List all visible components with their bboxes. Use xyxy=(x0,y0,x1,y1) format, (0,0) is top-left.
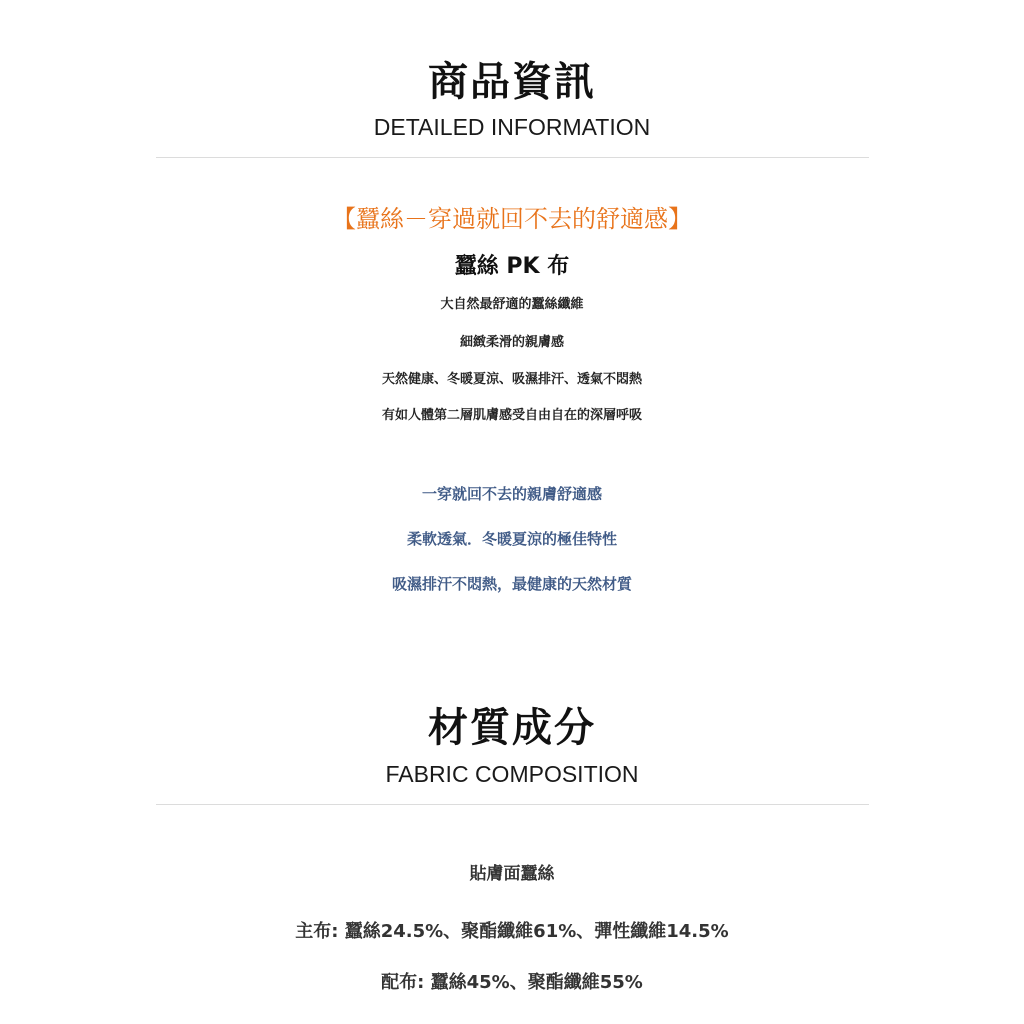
fabric-composition-subtitle-en: FABRIC COMPOSITION xyxy=(385,761,639,787)
fabric-subtitle: 蠶絲 PK 布 xyxy=(454,254,570,279)
product-info-title: 商品資訊 xyxy=(428,59,596,105)
silk-tagline: 【蠶絲－穿過就回不去的舒適感】 xyxy=(332,205,692,233)
fabric-contact-label: 貼膚面蠶絲 xyxy=(469,864,555,884)
feature-line-3: 天然健康、冬暖夏涼、吸濕排汗、透氣不悶熱 xyxy=(381,372,642,387)
main-fabric-composition: 主布: 蠶絲24.5%、聚酯纖維61%、彈性纖維14.5% xyxy=(295,921,729,942)
fabric-composition-title: 材質成分 xyxy=(428,705,596,751)
feature-line-4: 有如人體第二層肌膚感受自由自在的深層呼吸 xyxy=(381,408,642,423)
fabric-composition-divider xyxy=(156,804,869,805)
product-info-subtitle-en: DETAILED INFORMATION xyxy=(373,114,651,140)
lining-fabric-composition: 配布: 蠶絲45%、聚酯纖維55% xyxy=(381,972,643,993)
highlight-line-2: 柔軟透氣．冬暖夏涼的極佳特性 xyxy=(406,530,617,548)
highlight-line-3: 吸濕排汗不悶熱，最健康的天然材質 xyxy=(391,575,632,593)
highlight-line-1: 一穿就回不去的親膚舒適感 xyxy=(421,485,602,503)
feature-line-1: 大自然最舒適的蠶絲纖維 xyxy=(440,297,584,312)
product-info-divider xyxy=(156,157,869,158)
feature-line-2: 細緻柔滑的親膚感 xyxy=(459,335,564,350)
